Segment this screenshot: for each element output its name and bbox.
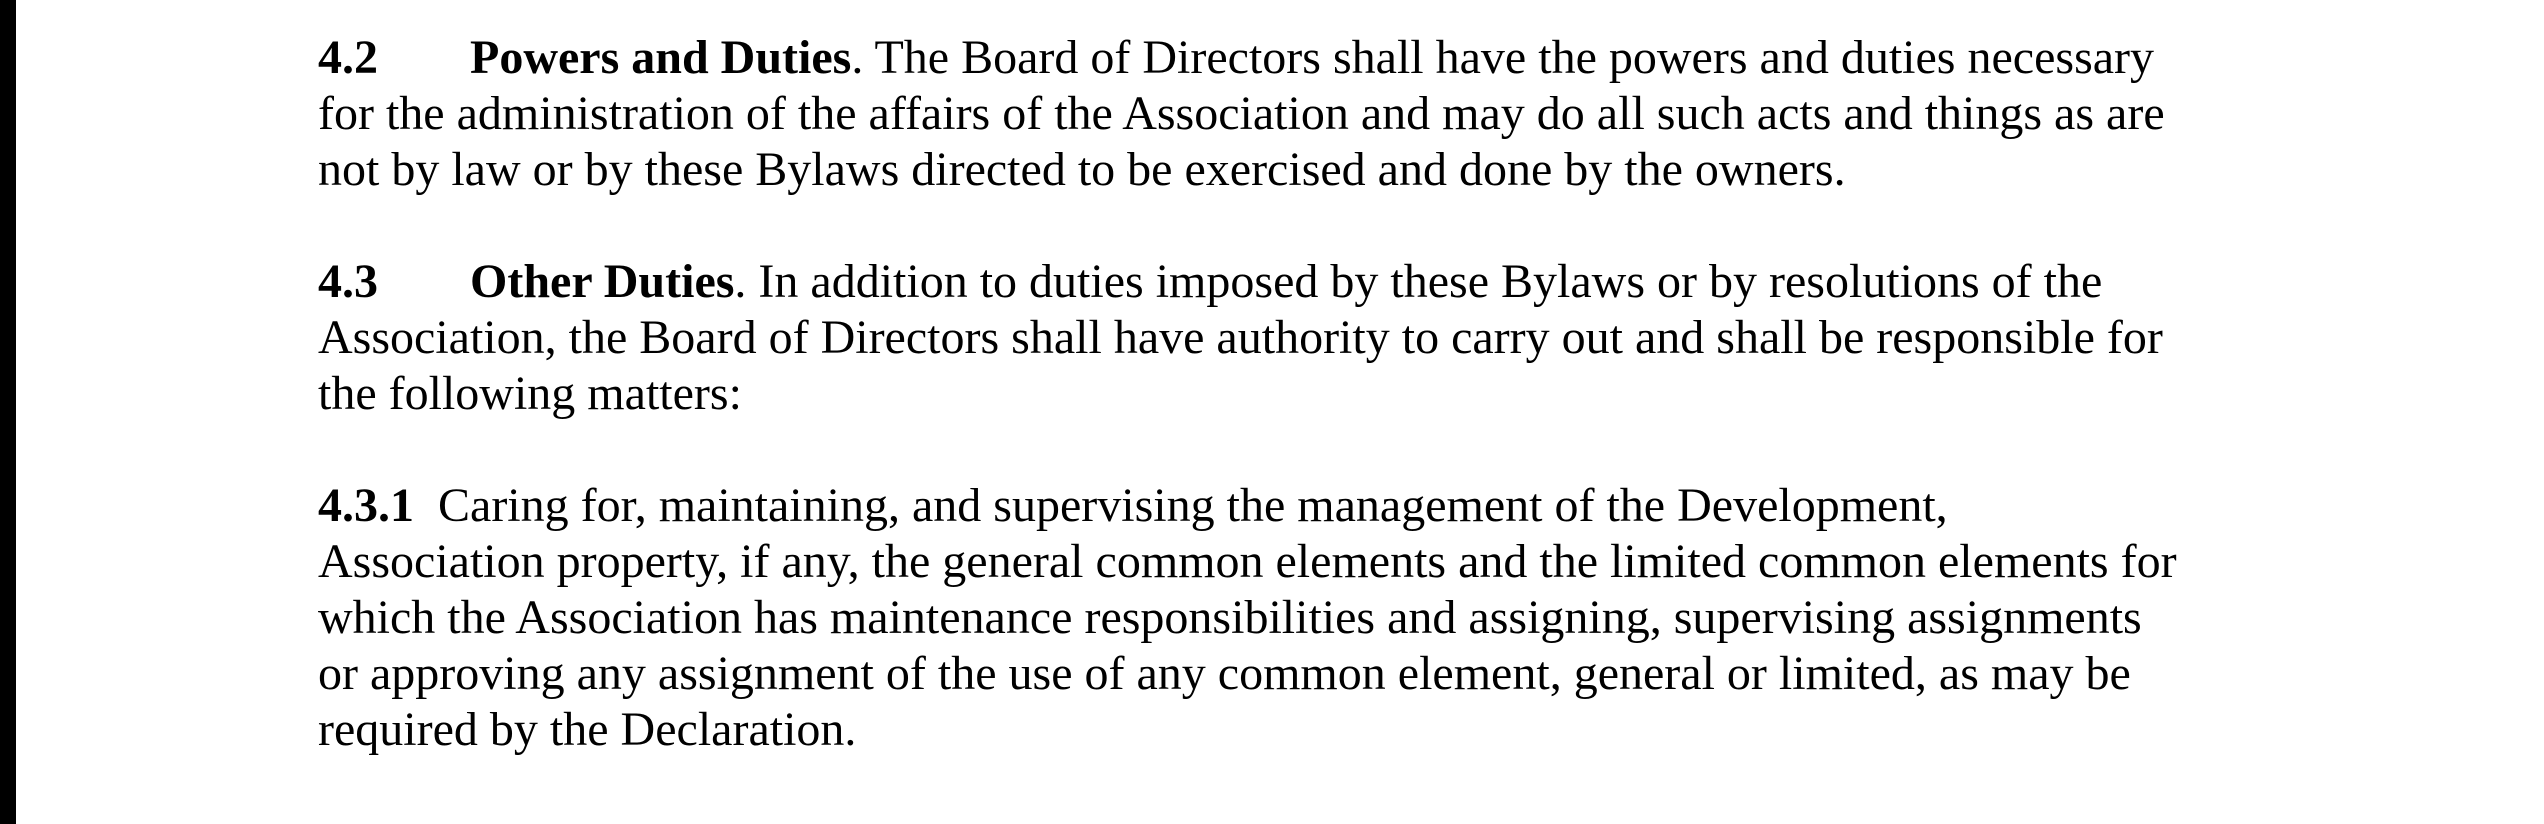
section-number: 4.2 xyxy=(318,31,378,84)
section-4-3-1-line-2: Association property, if any, the general common elements and the limited common elements for xyxy=(318,535,2177,588)
section-4-3-1-line-3: which the Association has maintenance responsibilities and assigning, supervising assignments xyxy=(318,591,2142,644)
section-4-3-1 xyxy=(318,478,2358,758)
section-4-3-1-line-1 xyxy=(318,478,2358,534)
scan-edge-bar xyxy=(0,0,16,824)
section-text: . The Board of Directors shall have the powers and duties necessary xyxy=(851,31,2155,84)
section-4-3-line-3: the following matters: xyxy=(318,367,742,420)
section-4-3 xyxy=(318,254,2358,422)
section-4-2-line-3: not by law or by these Bylaws directed to be exercised and done by the owners. xyxy=(318,143,1846,196)
section-4-3-1-line-4: or approving any assignment of the use of any common element, general or limited, as may be xyxy=(318,647,2131,700)
section-4-2-line-2: for the administration of the affairs of the Association and may do all such acts and things as are xyxy=(318,87,2165,140)
section-4-2-line-1 xyxy=(318,30,2358,86)
section-4-3-line-1 xyxy=(318,254,2358,310)
section-4-3-line-2: Association, the Board of Directors shall have authority to carry out and shall be responsible for xyxy=(318,311,2163,364)
section-text: Caring for, maintaining, and supervising the management of the Development, xyxy=(438,479,1948,532)
section-text: . In addition to duties imposed by these Bylaws or by resolutions of the xyxy=(734,255,2103,308)
section-number: 4.3.1 xyxy=(318,479,414,532)
section-4-3-1-line-5: required by the Declaration. xyxy=(318,703,857,756)
section-number: 4.3 xyxy=(318,255,378,308)
section-heading: Other Duties xyxy=(470,255,735,308)
section-4-2 xyxy=(318,30,2358,198)
section-heading: Powers and Duties xyxy=(470,31,852,84)
document-page xyxy=(318,30,2358,814)
